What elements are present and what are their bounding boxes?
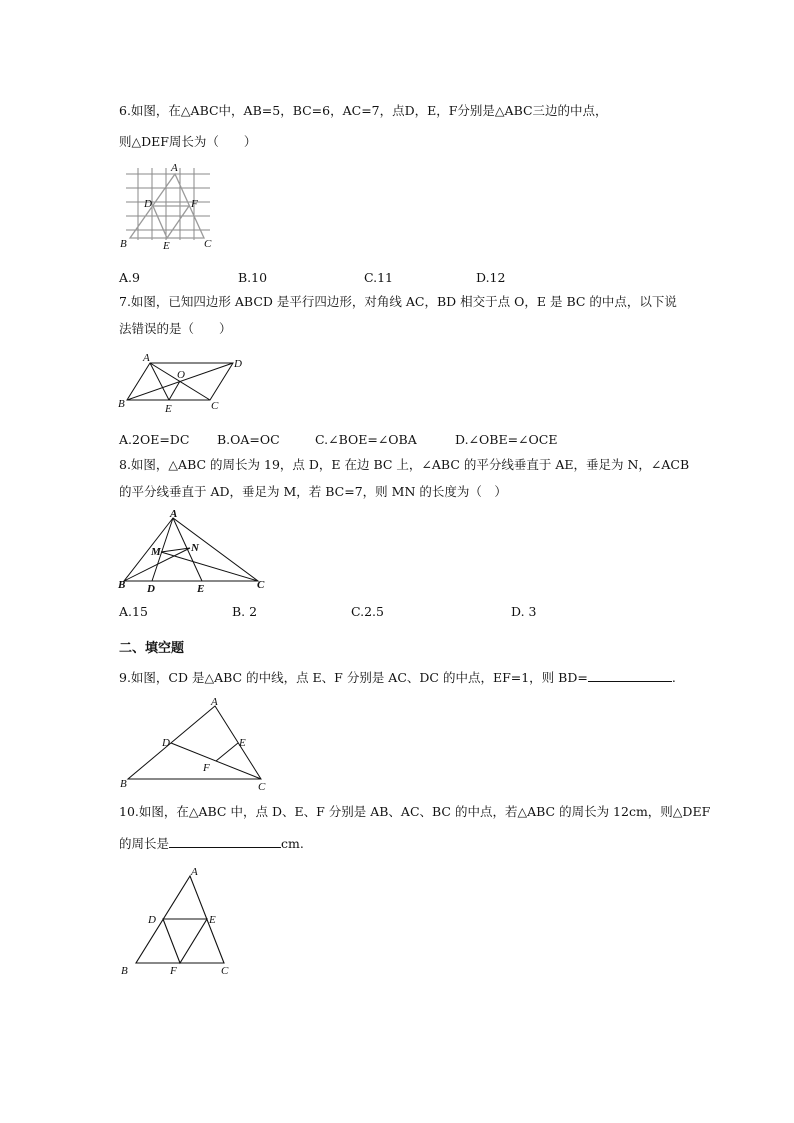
- q9-figure: [118, 694, 270, 792]
- q6-label-c: C: [204, 238, 212, 250]
- q8-option-c[interactable]: C.2.5: [351, 604, 384, 619]
- q7-option-d[interactable]: D.∠OBE=∠OCE: [455, 432, 558, 447]
- q8-option-b[interactable]: B. 2: [232, 604, 258, 619]
- q9-label-b: B: [120, 778, 127, 790]
- q7-option-c[interactable]: C.∠BOE=∠OBA: [315, 432, 417, 447]
- q9-segment-ef: [216, 743, 238, 761]
- q6-figure: [118, 160, 218, 252]
- q6-label-a: A: [171, 162, 178, 174]
- q7-label-a: A: [143, 352, 150, 364]
- q6-option-c[interactable]: C.11: [364, 270, 393, 285]
- q10-label-b: B: [121, 965, 128, 977]
- q10-text-line1: 10.如图，在△ABC 中，点 D、E、F 分别是 AB、AC、BC 的中点，若△ABC 的周长为 12cm，则△DEF: [119, 804, 711, 819]
- q8-label-n: N: [191, 542, 199, 554]
- q7-option-b[interactable]: B.OA=OC: [217, 432, 280, 447]
- q8-label-b: B: [118, 579, 126, 591]
- q9-text-before: 9.如图，CD 是△ABC 的中线，点 E、F 分别是 AC、DC 的中点，EF=1，则 BD=: [119, 670, 588, 685]
- q6-option-d[interactable]: D.12: [476, 270, 506, 285]
- q9-label-c: C: [258, 781, 266, 793]
- q10-label-a: A: [191, 866, 198, 878]
- q8-label-d: D: [147, 583, 155, 595]
- q10-text-line2: [119, 834, 304, 853]
- q8-label-m: M: [151, 546, 161, 558]
- q6-text-line1: 6.如图，在△ABC中，AB=5，BC=6，AC=7，点D，E，F分别是△ABC三边的中点，: [119, 103, 608, 118]
- q8-option-a[interactable]: A.15: [119, 604, 148, 619]
- q9-answer-blank[interactable]: [588, 668, 672, 682]
- q10-label-f: F: [170, 965, 177, 977]
- q7-option-a[interactable]: A.2OE=DC: [119, 432, 190, 447]
- q10-label-d: D: [148, 914, 156, 926]
- q7-text-line1: 7.如图，已知四边形 ABCD 是平行四边形，对角线 AC，BD 相交于点 O，E 是 BC 的中点，以下说: [119, 294, 677, 309]
- q7-label-e: E: [165, 403, 172, 415]
- q9-text-after: .: [671, 670, 676, 685]
- q7-label-o: O: [177, 369, 185, 381]
- q10-triangle-def: [163, 919, 207, 963]
- q8-text-line1: 8.如图，△ABC 的周长为 19，点 D，E 在边 BC 上，∠ABC 的平分线垂直于 AE，垂足为 N，∠ACB: [119, 457, 690, 472]
- q7-text-line2: 法错误的是（ ）: [119, 321, 232, 336]
- q7-label-b: B: [118, 398, 125, 410]
- q8-label-e: E: [197, 583, 205, 595]
- q8-bisector-c: [161, 552, 258, 581]
- q10-label-e: E: [209, 914, 216, 926]
- q9-label-f: F: [203, 762, 210, 774]
- q6-option-a[interactable]: A.9: [119, 270, 140, 285]
- q10-label-c: C: [221, 965, 229, 977]
- q7-label-d: D: [234, 358, 242, 370]
- q9-label-d: D: [162, 737, 170, 749]
- q8-label-a: A: [170, 508, 178, 520]
- q8-label-c: C: [257, 579, 265, 591]
- q9-label-a: A: [211, 696, 218, 708]
- q7-label-c: C: [211, 400, 219, 412]
- section-title: 二、填空题: [119, 641, 185, 656]
- q6-label-d: D: [144, 198, 152, 210]
- q10-figure: [118, 862, 238, 980]
- q8-figure: [118, 508, 268, 598]
- q6-option-b[interactable]: B.10: [238, 270, 268, 285]
- q10-answer-blank[interactable]: [169, 834, 281, 848]
- q6-text-line2: 则△DEF周长为（ ）: [119, 134, 257, 149]
- q8-option-d[interactable]: D. 3: [511, 604, 537, 619]
- q9-text: [119, 668, 676, 687]
- q6-label-f: F: [191, 198, 198, 210]
- q9-label-e: E: [239, 737, 246, 749]
- q10-text-before: 的周长是: [119, 836, 170, 851]
- q6-triangle-def: [153, 206, 189, 238]
- q10-text-after: cm.: [281, 836, 304, 851]
- q6-label-b: B: [120, 238, 127, 250]
- q8-text-line2: 的平分线垂直于 AD，垂足为 M，若 BC=7，则 MN 的长度为（ ）: [119, 484, 507, 499]
- q6-label-e: E: [163, 240, 170, 252]
- q7-figure: [118, 350, 253, 415]
